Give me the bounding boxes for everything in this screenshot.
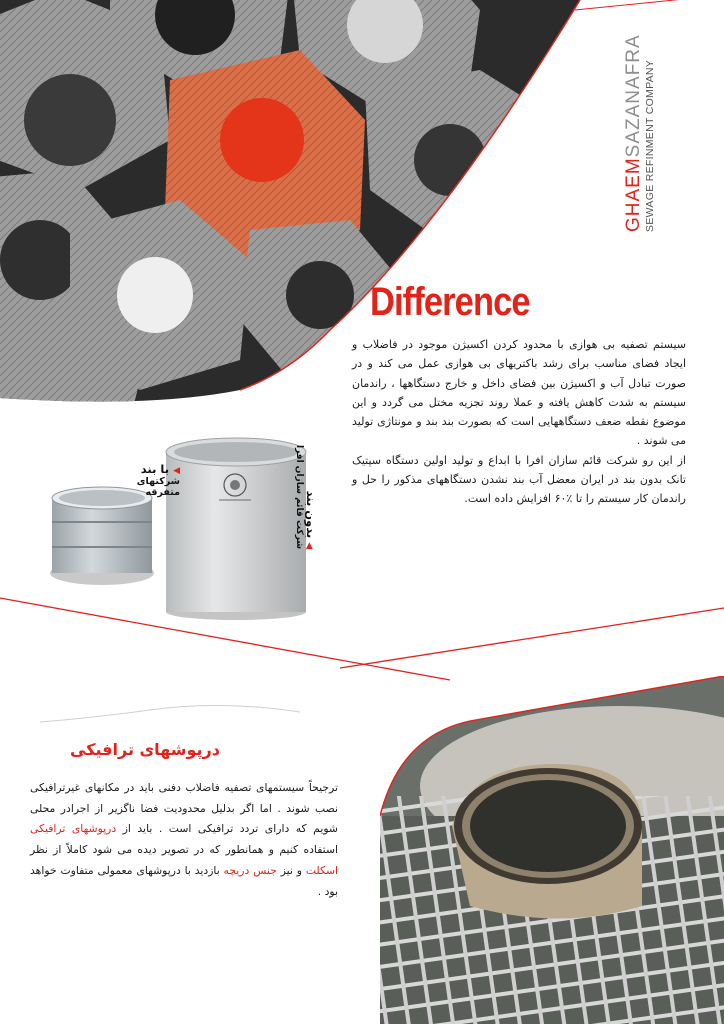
with-joint-title: با بند	[140, 462, 170, 476]
traffic-cover-photo	[380, 676, 724, 1024]
traffic-text-part4: بازدید با درپوشهای معمولی متفاوت خواهد بود .	[30, 863, 338, 898]
without-joint-subtitle: شرکت قائم سازان افرا	[294, 445, 304, 550]
brand-name	[624, 34, 644, 232]
traffic-covers-text	[30, 778, 338, 902]
traffic-text-part1: ترجیحاً سیستمهای تصفیه فاضلاب دفنی باید در مکانهای غیرترافیکی نصب شوند . اما اگر بدلیل محدودیت فضا ناگزیر از اجرادر محلی شویم که دارای تردد ترافیکی است . باید از	[30, 781, 338, 836]
without-joint-title: بدون بند	[304, 490, 318, 539]
difference-text	[352, 335, 686, 509]
difference-title: Difference	[370, 280, 530, 324]
segmented-tank	[50, 487, 154, 585]
traffic-paragraph	[30, 778, 338, 902]
brand-tagline: SEWAGE REFINMENT COMPANY	[644, 59, 656, 232]
highlight-traffic-covers: درپوشهای ترافیکی	[30, 822, 117, 836]
difference-paragraph-1: سیستم تصفیه بی هوازی با محدود کردن اکسیژن موجود در فاضلاب و ایجاد فضای مناسب برای رشد باکتریهای بی هوازی عمل می کند و در صورت تبادل آب و اکسیژن بین فضای داخل و خارج دستگاهها ، راندمان سیستم به شدت کاهش یافته و عملا روند تجزیه مختل می گردد و این موضوع نقطه ضعف دستگاههایی است که بصورت بند بند و مونتاژی تولید می شوند .	[352, 338, 686, 448]
brand-name-part2: SAZANAFRA	[623, 34, 644, 158]
marker-icon: ◀	[304, 542, 314, 550]
with-joint-subtitle: شرکتهای متفرقه	[136, 476, 180, 498]
seamless-tank	[166, 438, 306, 620]
highlight-hatch-material: جنس دریچه	[223, 863, 277, 877]
traffic-covers-title: درپوشهای ترافیکی	[70, 740, 220, 759]
traffic-text-part3: و نیز	[276, 863, 306, 877]
brand-logo	[624, 34, 656, 232]
difference-paragraph-2: از این رو شرکت قائم سازان افرا با ابداع و تولید اولین دستگاه سپتیک تانک بدون بند در ایران معضل آب بند نشدن دستگاههای مذکور را حل و راندمان کار سیستم را تا ٪۶۰ افزایش داده است.	[352, 453, 686, 506]
brand-name-part1: GHAEM	[623, 157, 644, 232]
marker-icon: ◀	[173, 466, 180, 476]
with-joint-label	[120, 462, 180, 498]
without-joint-label	[294, 445, 318, 549]
traffic-text-part2: استفاده کنیم و همانطور که در تصویر دیده می شود کاملاً از نظر	[30, 843, 338, 857]
highlight-frame: اسکلت	[305, 863, 338, 877]
